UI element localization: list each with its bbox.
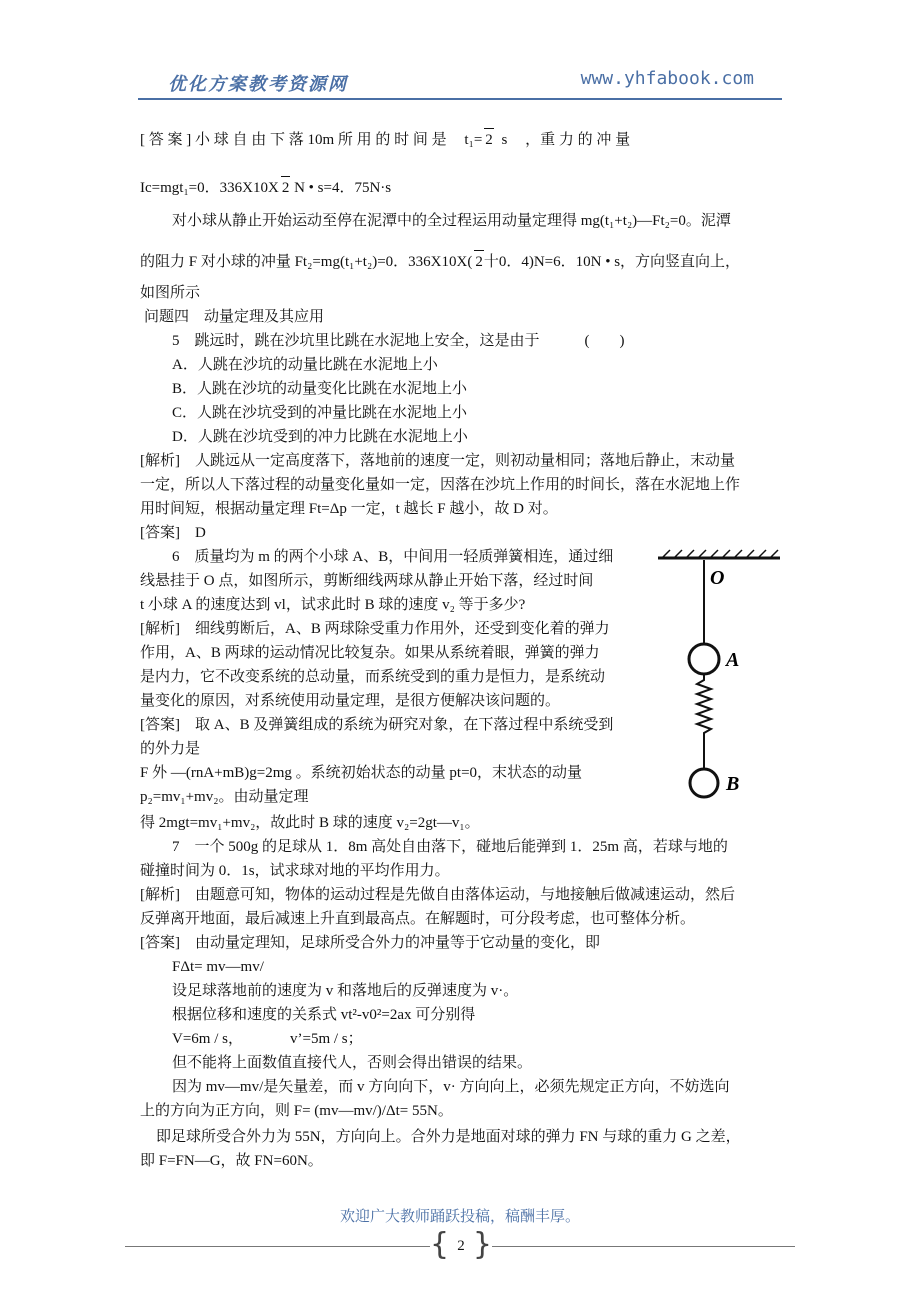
analysis-line: 量变化的原因，对系统使用动量定理，是很方便解决该问题的。 xyxy=(140,693,561,709)
question-6-line: t 小球 A 的速度达到 vl，试求此时 B 球的速度 v₂ 等于多少? xyxy=(140,597,526,613)
option-a: A．人跳在沙坑的动量比跳在水泥地上小 xyxy=(172,357,438,373)
analysis-line: 作用，A、B 两球的运动情况比较复杂。如果从系统着眼，弹簧的弹力 xyxy=(140,645,600,661)
sqrt-2: 2 xyxy=(281,176,291,199)
label-a: A xyxy=(726,649,740,671)
ball-b xyxy=(690,769,718,797)
answer-line: 即足球所受合外力为 55N，方向向上。合外力是地面对球的弹力 FN 与球的重力 G 之差， xyxy=(156,1129,741,1145)
right-brace-icon: } xyxy=(472,1227,492,1262)
ball-a xyxy=(689,644,719,674)
answer-line: [答案] 取 A、B 及弹簧组成的系统为研究对象，在下落过程中系统受到 xyxy=(140,717,614,733)
analysis-line: 一定，所以人下落过程的动量变化量如一定，因落在沙坑上作用的时间长，落在水泥地上作 xyxy=(140,477,741,493)
question-5: 5 跳远时，跳在沙坑里比跳在水泥地上安全，这是由于 ( ) xyxy=(172,333,625,349)
page-header xyxy=(138,64,782,100)
footer-note: 欢迎广大教师踊跃投稿，稿酬丰厚。 xyxy=(339,1209,580,1225)
impulse-line xyxy=(140,176,391,199)
left-brace-icon: { xyxy=(430,1227,450,1262)
t1-unit: s xyxy=(501,132,508,148)
velocity-v-prime: v’=5m / s； xyxy=(290,1031,363,1047)
answer-line: [答案] 由动量定理知，足球所受合外力的冲量等于它动量的变化，即 xyxy=(140,935,600,951)
answer-line: 即 F=FN—G，故 FN=60N。 xyxy=(140,1153,323,1169)
question-7: 7 一个 500g 的足球从 1．8m 高处自由落下，碰地后能弹到 1．25m 高，若球与地的 xyxy=(172,839,728,855)
paragraph-line xyxy=(140,250,740,273)
analysis-line: [解析] 人跳远从一定高度落下，落地前的速度一定，则初动量相同；落地后静止，末动量 xyxy=(140,453,735,469)
option-d: D．人跳在沙坑受到的冲力比跳在水泥地上小 xyxy=(172,429,468,445)
sqrt-2: 2 xyxy=(474,250,484,273)
paragraph-line: 如图所示 xyxy=(140,285,201,301)
analysis-line: [解析] 由题意可知，物体的运动过程是先做自由落体运动，与地接触后做减速运动，然后 xyxy=(140,887,735,903)
option-b: B．人跳在沙坑的动量变化比跳在水泥地上小 xyxy=(172,381,468,397)
site-name: 优化方案教考资源网 xyxy=(168,74,348,94)
page-number: 2 xyxy=(457,1238,465,1254)
answer-line-1 xyxy=(140,128,630,151)
spring xyxy=(697,674,711,770)
impulse-text: Ic=mgt₁=0．336X10X xyxy=(140,180,279,196)
answer-line: F 外 —(rnA+mB)g=2mg 。系统初始状态的动量 pt=0，末状态的动量 xyxy=(140,765,583,781)
header-divider xyxy=(138,98,782,100)
site-url[interactable]: www.yhfabook.com xyxy=(580,68,754,89)
paragraph-line: 对小球从静止开始运动至停在泥潭中的全过程运用动量定理得 mg(t₁+t₂)—Ft₂=0。泥潭 xyxy=(172,213,731,229)
sqrt-2: 2 xyxy=(484,128,494,151)
analysis-line: [解析] 细线剪断后，A、B 两球除受重力作用外，还受到变化着的弹力 xyxy=(140,621,610,637)
label-b: B xyxy=(726,773,740,795)
question-7-line: 碰撞时间为 0．1s，试求球对地的平均作用力。 xyxy=(140,863,450,879)
question-6: 6 质量均为 m 的两个小球 A、B，中间用一轻质弹簧相连，通过细 xyxy=(172,549,614,565)
paragraph-text: 的阻力 F 对小球的冲量 Ft₂=mg(t₁+t₂)=0．336X10X( xyxy=(140,254,473,270)
answer-line: 但不能将上面数值直接代人，否则会得出错误的结果。 xyxy=(172,1055,533,1071)
answer-line: 的外力是 xyxy=(140,741,201,757)
impulse-result: N • s=4．75N·s xyxy=(290,180,392,196)
formula-line: FΔt= mv—mv/ xyxy=(172,959,264,975)
answer-line: 设足球落地前的速度为 v 和落地后的反弹速度为 v·。 xyxy=(172,983,519,999)
answer-line: 得 2mgt=mv₁+mv₂，故此时 B 球的速度 v₂=2gt—v₁。 xyxy=(140,815,480,831)
spring-balls-figure xyxy=(652,548,782,808)
option-c: C．人跳在沙坑受到的冲量比跳在水泥地上小 xyxy=(172,405,468,421)
label-o: O xyxy=(710,567,725,589)
answer-line: 因为 mv—mv/是矢量差，而 v 方向向下，v· 方向向上，必须先规定正方向，不妨选向 xyxy=(172,1079,730,1095)
answer-text-cont: ，重 力 的 冲 量 xyxy=(525,132,631,148)
paragraph-text: 十0．4)N=6．10N • s，方向竖直向上， xyxy=(483,254,741,270)
velocity-v: V=6m / s， xyxy=(172,1031,243,1047)
t1-label: t₁= xyxy=(464,132,483,148)
answer-d: [答案] D xyxy=(140,525,206,541)
answer-line: p₂=mv₁+mv₂。由动量定理 xyxy=(140,789,309,805)
answer-line: 根据位移和速度的关系式 vt²-v0²=2ax 可分别得 xyxy=(172,1007,476,1023)
answer-line: 上的方向为正方向，则 F= (mv—mv/)/Δt= 55N。 xyxy=(140,1103,453,1119)
analysis-line: 反弹离开地面，最后减速上升直到最高点。在解题时，可分段考虑，也可整体分析。 xyxy=(140,911,696,927)
analysis-line: 是内力，它不改变系统的总动量，而系统受到的重力是恒力，是系统动 xyxy=(140,669,606,685)
question-6-line: 线悬挂于 O 点，如图所示，剪断细线两球从静止开始下落，经过时间 xyxy=(140,573,594,589)
section-heading: 问题四 动量定理及其应用 xyxy=(144,309,325,325)
answer-text: [ 答 案 ] 小 球 自 由 下 落 10m 所 用 的 时 间 是 xyxy=(140,132,447,148)
analysis-line: 用时间短，根据动量定理 Ft=Δp 一定，t 越长 F 越小，故 D 对。 xyxy=(140,501,558,517)
page-number-box xyxy=(430,1227,492,1262)
